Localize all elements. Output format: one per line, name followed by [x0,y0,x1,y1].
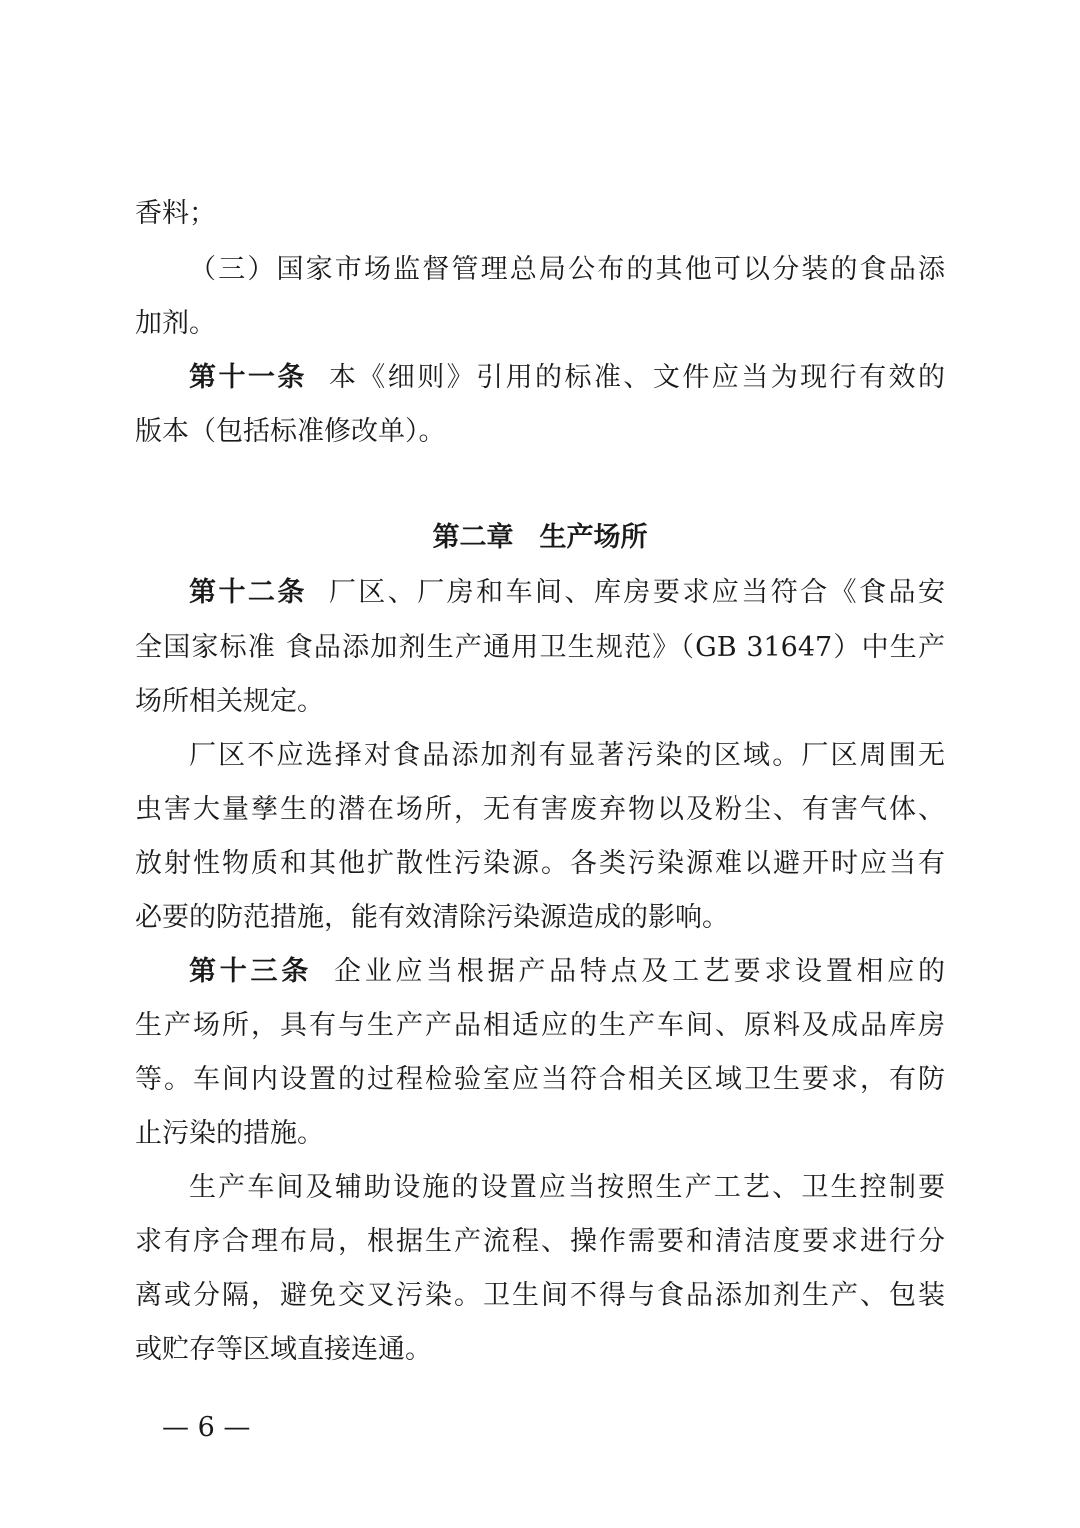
article-label: 第十一条 [189,362,307,393]
page-number: — 6 — [162,1412,251,1443]
paragraph-line: 生产场所，具有与生产产品相适应的生产车间、原料及成品库房 [135,1010,945,1041]
article-label: 第十二条 [189,577,307,608]
paragraph-line: （三）国家市场监督管理总局公布的其他可以分装的食品添 [189,254,945,285]
paragraph-line: 香料； [135,198,216,229]
article-12 [189,575,945,611]
paragraph-line: 等。车间内设置的过程检验室应当符合相关区域卫生要求，有防 [135,1064,945,1095]
paragraph-line: 放射性物质和其他扩散性污染源。各类污染源难以避开时应当有 [135,848,945,879]
paragraph-line: 必要的防范措施，能有效清除污染源造成的影响。 [135,902,729,933]
article-11 [189,360,945,396]
article-label: 第十三条 [189,956,312,987]
article-text: 厂区、厂房和车间、库房要求应当符合《食品安 [328,577,946,608]
chapter-title: 生产场所 [539,522,648,553]
chapter-label: 第二章 [432,522,514,553]
article-13 [189,954,945,990]
paragraph-line: 场所相关规定。 [135,686,324,717]
paragraph-line: 版本（包括标准修改单）。 [135,416,446,447]
paragraph-line: 虫害大量孳生的潜在场所，无有害废弃物以及粉尘、有害气体、 [135,794,945,825]
paragraph-line: 全国家标准 食品添加剂生产通用卫生规范》（GB 31647）中生产 [135,632,945,663]
paragraph-line: 加剂。 [135,308,216,339]
paragraph-line: 生产车间及辅助设施的设置应当按照生产工艺、卫生控制要 [189,1172,945,1203]
article-text: 企业应当根据产品特点及工艺要求设置相应的 [333,956,946,987]
paragraph-line: 厂区不应选择对食品添加剂有显著污染的区域。厂区周围无 [189,740,945,771]
article-text: 本《细则》引用的标准、文件应当为现行有效的 [328,362,946,393]
chapter-heading [0,520,1080,556]
paragraph-line: 求有序合理布局，根据生产流程、操作需要和清洁度要求进行分 [135,1226,945,1257]
paragraph-line: 止污染的措施。 [135,1118,324,1149]
paragraph-line: 或贮存等区域直接连通。 [135,1334,432,1365]
paragraph-line: 离或分隔，避免交叉污染。卫生间不得与食品添加剂生产、包装 [135,1280,945,1311]
